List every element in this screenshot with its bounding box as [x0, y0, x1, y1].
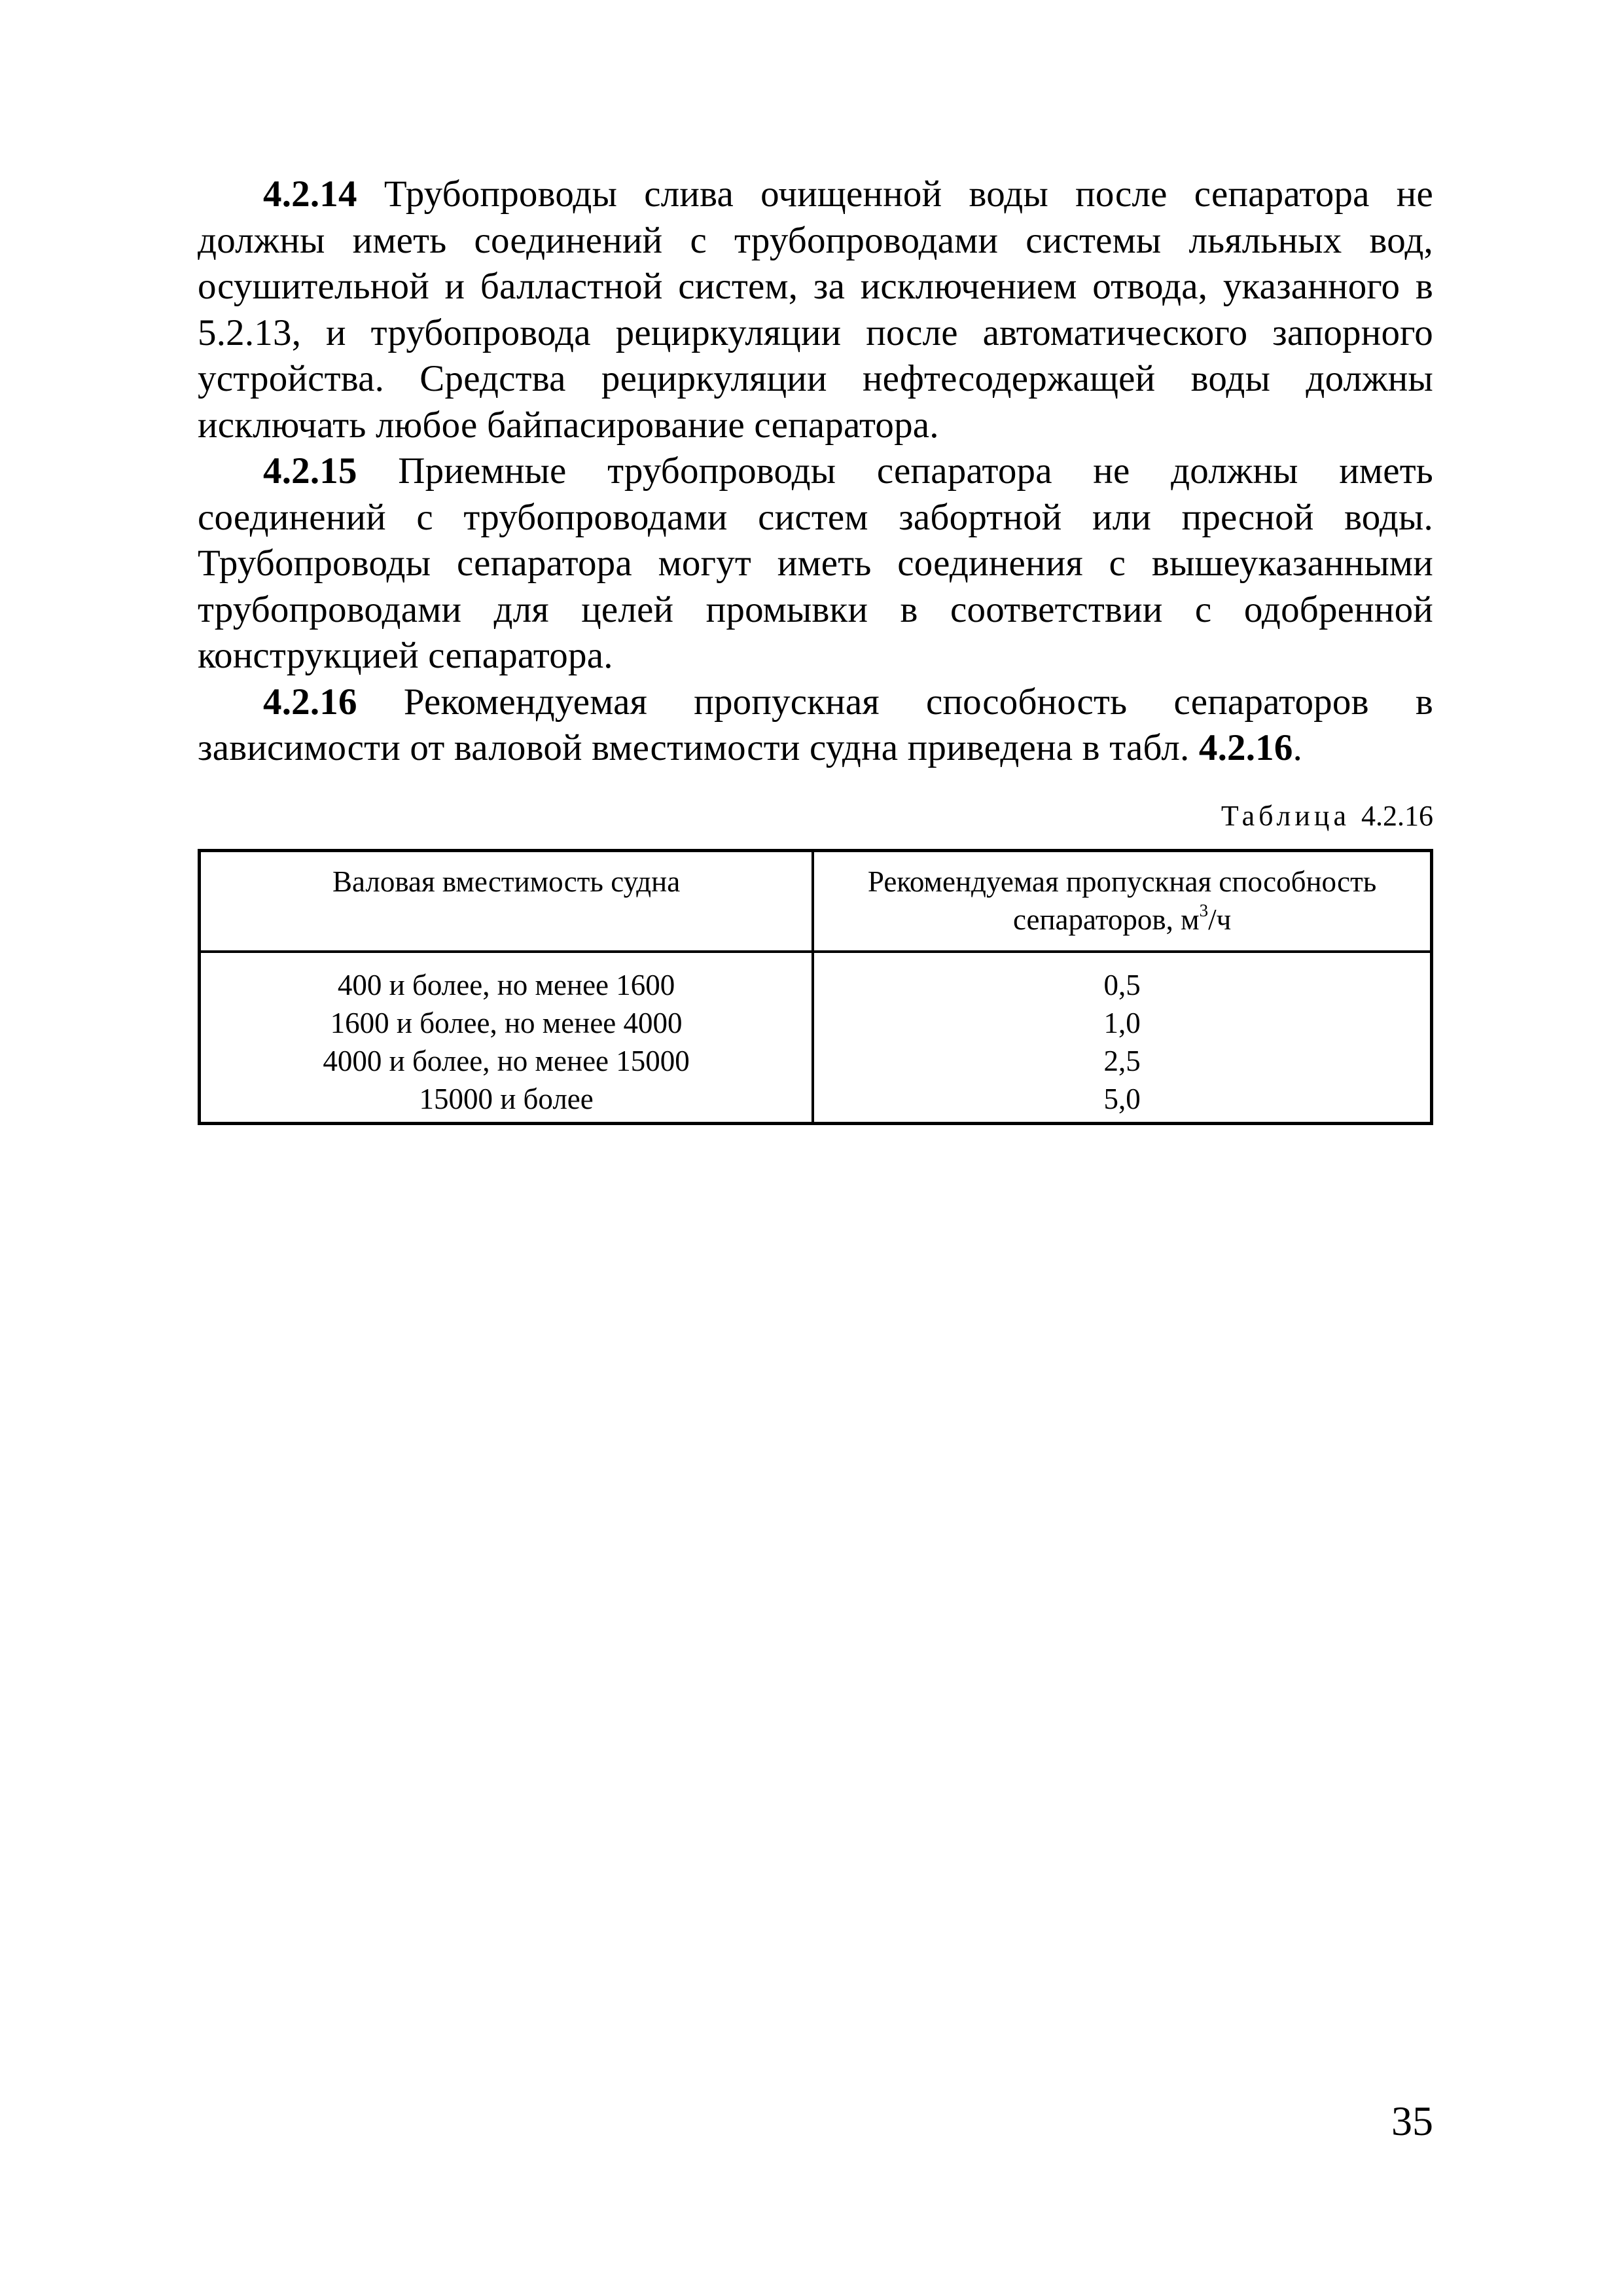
document-page [198, 171, 1433, 1125]
paragraph-4-2-15 [198, 448, 1433, 679]
table-caption-number: 4.2.16 [1361, 799, 1433, 832]
page-number: 35 [1391, 2098, 1433, 2144]
paragraph-text: Рекомендуемая пропускная способность сепараторов в зависимости от валовой вместимости судна приведена в табл. [198, 681, 1433, 768]
cell-tonnage: 400 и более, но менее 1600 [200, 952, 813, 1004]
cell-capacity: 0,5 [813, 952, 1431, 1004]
clause-number: 4.2.15 [263, 450, 357, 492]
table-header-row [200, 850, 1432, 952]
header-capacity-line1: Рекомендуемая пропускная способность [867, 865, 1377, 898]
table-row [200, 1004, 1432, 1042]
header-gross-tonnage: Валовая вместимость судна [200, 850, 813, 952]
cell-capacity: 2,5 [813, 1042, 1431, 1080]
table-row [200, 1042, 1432, 1080]
clause-number: 4.2.16 [263, 681, 357, 723]
clause-number: 4.2.14 [263, 173, 357, 215]
cell-capacity: 1,0 [813, 1004, 1431, 1042]
table-reference: 4.2.16 [1198, 727, 1293, 768]
cell-tonnage: 15000 и более [200, 1080, 813, 1124]
table-row [200, 1080, 1432, 1124]
table-caption-word: Таблица [1221, 799, 1350, 832]
table-caption [198, 798, 1433, 834]
header-unit-rest: /ч [1208, 903, 1232, 936]
paragraph-4-2-16 [198, 679, 1433, 772]
paragraph-4-2-14 [198, 171, 1433, 448]
capacity-table [198, 849, 1433, 1125]
header-separator-capacity [813, 850, 1431, 952]
paragraph-end: . [1293, 727, 1303, 768]
header-capacity-line2: сепараторов, м [1012, 903, 1200, 936]
paragraph-text: Приемные трубопроводы сепаратора не должны иметь соединений с трубопроводами систем забортной или пресной воды. Трубопроводы сепаратора могут иметь соединения с вышеуказанными трубопроводами для целей промывки в соответствии с одобренной конструкцией сепаратора. [198, 450, 1433, 676]
table-row [200, 952, 1432, 1004]
cell-tonnage: 1600 и более, но менее 4000 [200, 1004, 813, 1042]
cell-capacity: 5,0 [813, 1080, 1431, 1124]
paragraph-text: Трубопроводы слива очищенной воды после сепаратора не должны иметь соединений с трубопроводами системы льяльных вод, осушительной и балластной систем, за исключением отвода, указанного в 5.2.13, и трубопровода рециркуляции после автоматического запорного устройства. Средства рециркуляции нефтесодержащей воды должны исключать любое байпасирование сепаратора. [198, 173, 1433, 446]
cell-tonnage: 4000 и более, но менее 15000 [200, 1042, 813, 1080]
header-unit-superscript: 3 [1199, 900, 1209, 920]
